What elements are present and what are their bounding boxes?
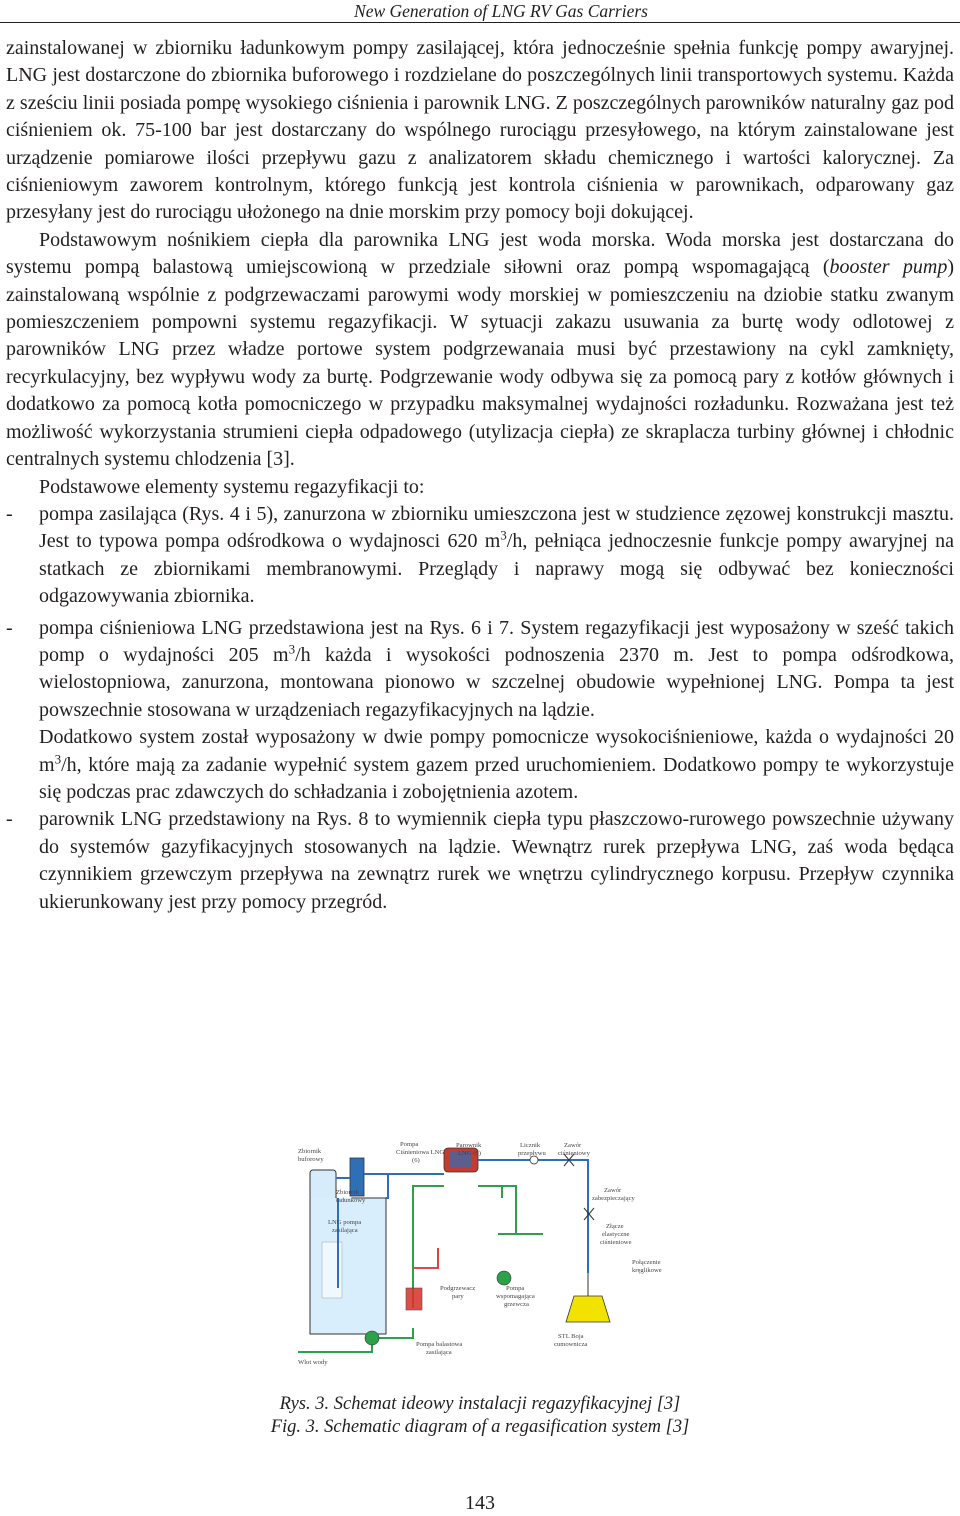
- stl-buoy: [566, 1296, 610, 1322]
- svg-text:cumownicza: cumownicza: [554, 1341, 588, 1348]
- list-item-vaporizer: - parownik LNG przedstawiony na Rys. 8 to wymiennik ciepła typu płaszczowo-rurowego powszechnie używany do systemów gazyfikacyjnych stosowanych na lądzie. Wewnątrz rurek przepływa LNG, zaś woda będąca czynnikiem grzewczym przepływa na zewnątrz rurek we wnętrzu cylindrycznego korpusu. Przepływ czynnika ukierunkowany jest przy pomocy przegród.: [6, 806, 954, 916]
- paragraph-2: Podstawowym nośnikiem ciepła dla parownika LNG jest woda morska. Woda morska jest dostarczana do systemu pompą balastową umiejscowioną w przedziale siłowni oraz pompą wspomagającą (booster pump) zainstalowaną wspólnie z podgrzewaczami parowymi wody morskiej w pomieszczeniu na dziobie statku zwanym pomieszczeniem pompowni systemu regazyfikacji. W sytuacji zakazu usuwania za burtę wody odlotowej z parowników LNG przez władze portowe system podgrzewanaia musi być przestawiony na cykl zamknięty, recyrkulacyjny, bez wypływu wody za burtę. Podgrzewanie wody odbywa się za pomocą pary z kotłów głównych i dodatkowo za pomocą kotła pomocniczego w przypadku maksymalnej wydajności rozładunku. Rozważana jest też możliwość wykorzystania strumieni ciepła odpadowego (utylizacja ciepła) ze skraplacza turbiny głównej i chłodnic centralnych systemu chlodzenia [3].: [6, 228, 954, 471]
- regasification-schematic: [288, 1138, 676, 1368]
- svg-text:Połączenie: Połączenie: [632, 1259, 661, 1266]
- svg-text:zasilająca: zasilająca: [332, 1227, 358, 1234]
- booster-pump: [497, 1271, 511, 1285]
- svg-text:Zawór: Zawór: [564, 1142, 582, 1149]
- list-item-feed-pump: - pompa zasilająca (Rys. 4 i 5), zanurzona w zbiorniku umieszczona jest w studzience zęzowej konstrukcji masztu. Jest to typowa pompa odśrodkowa o wydajnosci 620 $m^3/h$, pełniąca jednoczesnie funkcje pompy awaryjnej na statkach ze zbiornikami membranowymi. Przeglądy i naprawy mogą się odbywać bez konieczności odgazowywania zbiornika.: [6, 501, 954, 611]
- ballast-pump: [365, 1331, 379, 1345]
- svg-text:ciśnieniowy: ciśnieniowy: [558, 1150, 590, 1157]
- list-item-pressure-pump-continuation: Dodatkowo system został wyposażony w dwie pompy pomocnicze wysokociśnieniowe, każda o wydajności 20 $m^3/h$, które mają za zadanie wypełnić system gazem przed uruchomieniem. Dodatkowo pompy te wykorzystuje się podczas prac zdawczych do schładzania i zobojętnienia azotem.: [39, 726, 954, 803]
- body-text: [6, 35, 954, 916]
- svg-text:Pompa: Pompa: [400, 1141, 419, 1148]
- svg-text:LNG (6): LNG (6): [458, 1150, 481, 1157]
- svg-text:Zbiornik: Zbiornik: [336, 1189, 360, 1196]
- list-dash: -: [6, 808, 13, 831]
- svg-text:Ciśnieniowa LNG: Ciśnieniowa LNG: [396, 1149, 445, 1156]
- steam-heater: [406, 1288, 422, 1310]
- svg-text:STL Boja: STL Boja: [558, 1333, 584, 1340]
- svg-text:Pompa balastowa: Pompa balastowa: [416, 1341, 463, 1348]
- svg-text:zabezpieczający: zabezpieczający: [592, 1195, 635, 1202]
- svg-text:Parownik: Parownik: [456, 1142, 482, 1149]
- svg-text:LNG pompa: LNG pompa: [328, 1219, 362, 1226]
- svg-text:Podgrzewacz: Podgrzewacz: [440, 1285, 476, 1292]
- list-item-pressure-pump: - pompa ciśnieniowa LNG przedstawiona jest na Rys. 6 i 7. System regazyfikacji jest wyposażony w sześć takich pomp o wydajności 205 $m^3/h$ każda i wysokości podnoszenia 2370 m. Jest to pompa odśrodkowa, wielostopniowa, zanurzona, montowana pionowo w szczelnej obudowie wypełnionej LNG. Pompa ta jest powszechnie stosowana w urządzeniach regazyfikacyjnych na lądzie.: [6, 615, 954, 725]
- svg-text:Wlot wody: Wlot wody: [298, 1359, 328, 1366]
- gas-line: [478, 1160, 588, 1273]
- caption-english: Fig. 3. Schematic diagram of a regasification system [3]: [270, 1417, 690, 1437]
- svg-text:Pompa: Pompa: [506, 1285, 525, 1292]
- buffer-tank: [310, 1170, 336, 1200]
- svg-text:Licznik: Licznik: [520, 1142, 541, 1149]
- svg-text:wspomagająca: wspomagająca: [496, 1293, 535, 1300]
- list-dash: -: [6, 616, 13, 639]
- caption-polish: Rys. 3. Schemat ideowy instalacji regazyfikacyjnej [3]: [279, 1394, 681, 1414]
- running-title: New Generation of LNG RV Gas Carriers: [354, 1, 648, 21]
- flow-meter: [530, 1156, 538, 1164]
- booster-pump-term: booster pump: [829, 256, 948, 279]
- svg-text:elastyczne: elastyczne: [602, 1231, 630, 1238]
- paragraph-1: zainstalowanej w zbiorniku ładunkowym pompy zasilającej, która jednocześnie spełnia funkcję pompy awaryjnej. LNG jest dostarczone do zbiornika buforowego i rozdzielane do poszczególnych linii transportowych systemu. Każda z sześciu linii posiada pompę wysokiego ciśnienia i parownik LNG. Z poszczególnych parowników naturalny gaz pod ciśnieniem ok. 75-100 bar jest dostarczany do wspólnego rurociągu przesyłowego, na którym zainstalowane jest urządzenie pomiarowe ilości przepływu gazu z analizatorem składu chemicznego i wartości kalorycznej. Za ciśnieniowym zaworem kontrolnym, którego funkcją jest kontrola ciśnienia w parownikach, odparowany gaz przesyłany jest do rurociągu ułożonego na dnie morskim przy pomocy boji dokującej.: [6, 37, 954, 224]
- svg-text:ciśnieniowe: ciśnieniowe: [600, 1239, 632, 1246]
- svg-text:przepływu: przepływu: [518, 1150, 546, 1157]
- svg-text:zasilająca: zasilająca: [426, 1349, 452, 1356]
- page-number: 143: [465, 1492, 495, 1514]
- svg-text:buforowy: buforowy: [298, 1156, 324, 1163]
- svg-text:ładunkowy: ładunkowy: [336, 1197, 366, 1204]
- svg-text:grzewcza: grzewcza: [504, 1301, 529, 1308]
- svg-text:kręglikowe: kręglikowe: [632, 1267, 662, 1274]
- running-header: [0, 0, 960, 22]
- svg-text:pary: pary: [452, 1293, 464, 1300]
- svg-text:Zawór: Zawór: [604, 1187, 622, 1194]
- svg-text:(6): (6): [412, 1157, 420, 1164]
- svg-text:Zbiornik: Zbiornik: [298, 1148, 322, 1155]
- list-dash: -: [6, 502, 13, 525]
- figure-caption: [0, 1393, 960, 1439]
- header-rule: [0, 22, 960, 23]
- paragraph-3: Podstawowe elementy systemu regazyfikacji to:: [39, 475, 425, 498]
- svg-text:Złącze: Złącze: [606, 1223, 624, 1230]
